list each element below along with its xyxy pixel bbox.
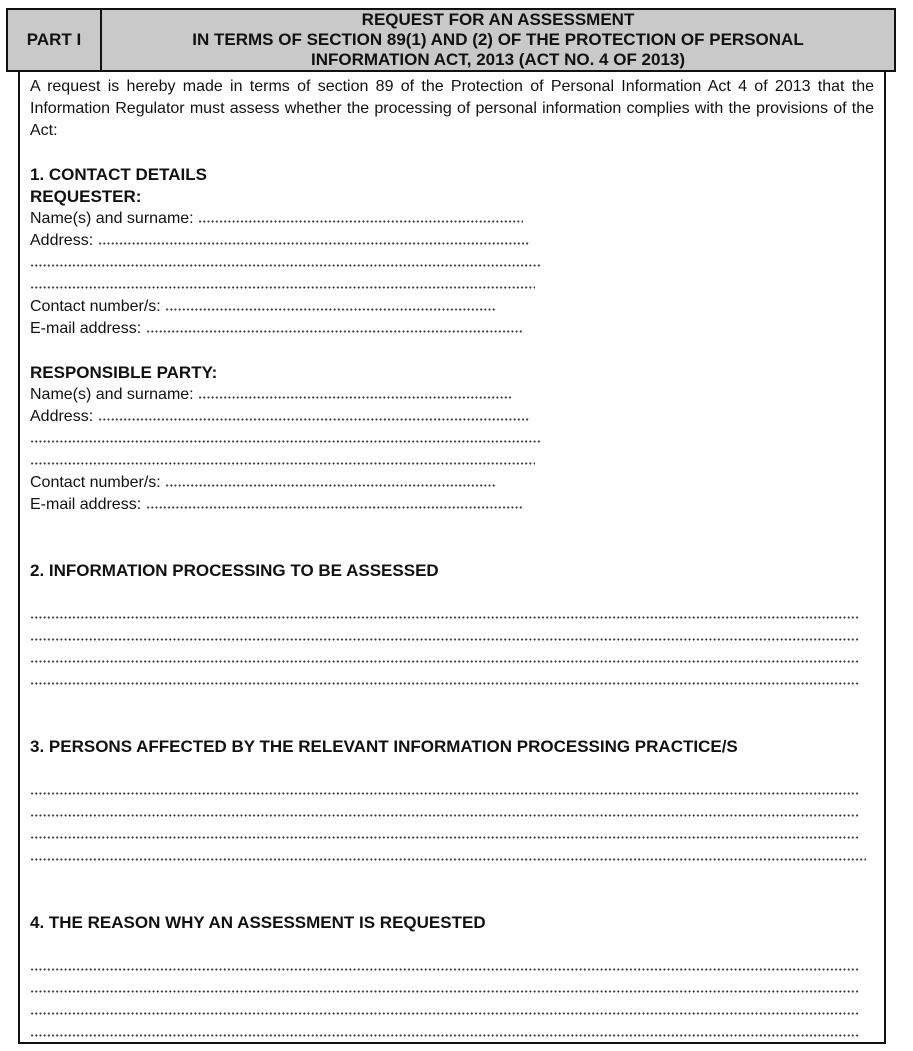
responsible-email-label: E-mail address:: [30, 496, 142, 513]
requester-name-field[interactable]: [30, 208, 874, 230]
responsible-email-blank[interactable]: [146, 495, 524, 509]
section-3-line[interactable]: [30, 846, 874, 868]
requester-address-line-2[interactable]: [30, 252, 874, 274]
section-2-line[interactable]: [30, 648, 874, 670]
requester-contact-blank[interactable]: [165, 297, 495, 311]
form-title-line-2: IN TERMS OF SECTION 89(1) AND (2) OF THE PROTECTION OF PERSONAL: [192, 30, 804, 49]
section-3-line[interactable]: [30, 780, 874, 802]
responsible-name-label: Name(s) and surname:: [30, 386, 194, 403]
section-4-line[interactable]: [30, 978, 874, 1000]
responsible-name-blank[interactable]: [198, 385, 511, 399]
responsible-name-field[interactable]: [30, 384, 874, 406]
responsible-address-field[interactable]: [30, 406, 874, 428]
section-1-title: 1. CONTACT DETAILS: [30, 165, 207, 184]
form-header: [6, 8, 896, 72]
form-body: [18, 72, 886, 1044]
requester-email-label: E-mail address:: [30, 320, 142, 337]
responsible-email-field[interactable]: [30, 494, 874, 516]
requester-name-blank[interactable]: [198, 209, 523, 223]
requester-contact-label: Contact number/s:: [30, 298, 161, 315]
form-title: [102, 10, 894, 70]
requester-name-label: Name(s) and surname:: [30, 210, 194, 227]
requester-contact-field[interactable]: [30, 296, 874, 318]
responsible-address-label: Address:: [30, 408, 94, 425]
section-4-line[interactable]: [30, 1000, 874, 1022]
form-title-line-1: REQUEST FOR AN ASSESSMENT: [361, 10, 635, 29]
section-2-line[interactable]: [30, 604, 874, 626]
responsible-address-line-3[interactable]: [30, 450, 874, 472]
section-4-line[interactable]: [30, 1022, 874, 1044]
responsible-contact-label: Contact number/s:: [30, 474, 161, 491]
responsible-contact-field[interactable]: [30, 472, 874, 494]
requester-title: REQUESTER:: [30, 187, 142, 206]
section-3-line[interactable]: [30, 802, 874, 824]
section-2-line[interactable]: [30, 626, 874, 648]
part-label: PART I: [8, 10, 102, 70]
requester-address-line-3[interactable]: [30, 274, 874, 296]
requester-address-label: Address:: [30, 232, 94, 249]
intro-text: A request is hereby made in terms of section 89 of the Protection of Personal Information Act 4 of 2013 that the Information Regulator must assess whether the processing of personal information complies with the provisions of the Act:: [30, 78, 874, 139]
section-2-title: 2. INFORMATION PROCESSING TO BE ASSESSED: [30, 561, 439, 580]
section-3-title: 3. PERSONS AFFECTED BY THE RELEVANT INFORMATION PROCESSING PRACTICE/S: [30, 737, 738, 756]
section-3-line[interactable]: [30, 824, 874, 846]
responsible-address-blank[interactable]: [98, 407, 530, 421]
form-title-line-3: INFORMATION ACT, 2013 (ACT NO. 4 OF 2013): [310, 50, 686, 69]
section-4-line[interactable]: [30, 956, 874, 978]
responsible-party-title: RESPONSIBLE PARTY:: [30, 363, 218, 382]
responsible-address-line-2[interactable]: [30, 428, 874, 450]
requester-address-field[interactable]: [30, 230, 874, 252]
section-4-title: 4. THE REASON WHY AN ASSESSMENT IS REQUESTED: [30, 913, 486, 932]
section-2-line[interactable]: [30, 670, 874, 692]
requester-email-blank[interactable]: [146, 319, 524, 333]
requester-address-blank[interactable]: [98, 231, 530, 245]
responsible-contact-blank[interactable]: [165, 473, 495, 487]
requester-email-field[interactable]: [30, 318, 874, 340]
